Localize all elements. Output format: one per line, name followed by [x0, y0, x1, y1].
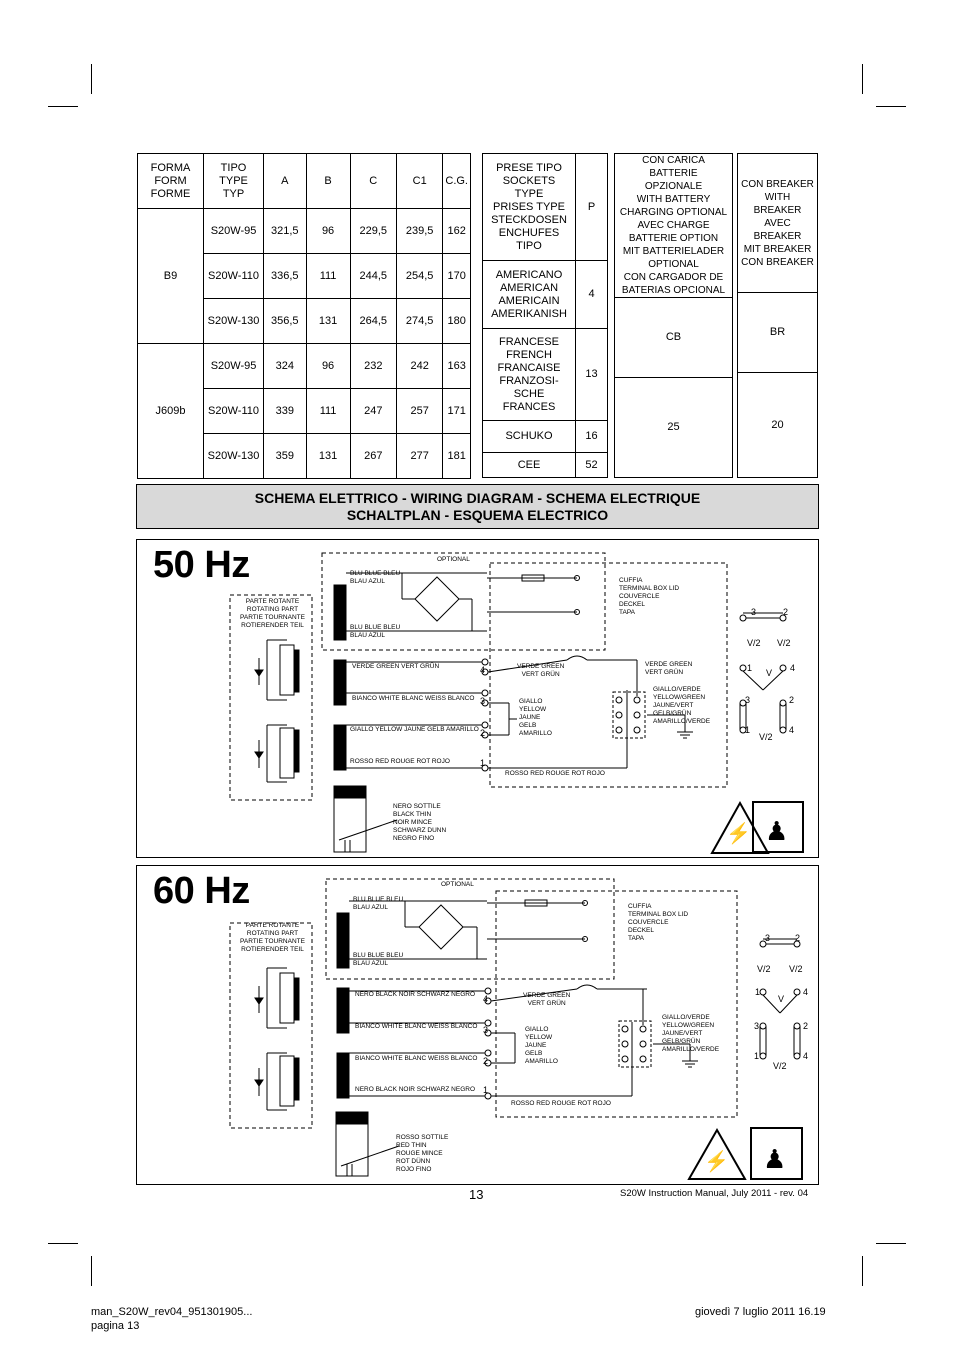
table-cell: 336,5	[264, 254, 307, 299]
terminal-label: V	[778, 994, 785, 1004]
yellow-wire-label: GIALLO YELLOW JAUNE GELB AMARILLO	[519, 698, 552, 737]
table-cell: 356,5	[264, 299, 307, 344]
terminal-label: V/2	[747, 638, 761, 648]
crop-mark	[862, 1256, 863, 1286]
socket-code: 16	[576, 421, 608, 453]
optional-label: OPTIONAL	[437, 556, 470, 563]
header-form: FORMA FORM FORME	[138, 154, 204, 209]
crop-mark	[876, 106, 906, 107]
header-a: A	[264, 154, 307, 209]
crop-mark	[48, 1243, 78, 1244]
table-cell: 274,5	[396, 299, 442, 344]
table-cell: 131	[306, 299, 350, 344]
diagram-60hz	[136, 865, 819, 1185]
table-cell: 321,5	[264, 209, 307, 254]
blue-wire-label: BLU BLUE BLEU BLAU AZUL	[350, 624, 401, 639]
terminal-label: 3	[751, 607, 757, 617]
red-wire-label: ROSSO RED ROUGE ROT ROJO	[505, 770, 605, 777]
table-cell: 162	[443, 209, 471, 254]
sockets-table	[482, 153, 608, 478]
wiring-diagram-banner	[136, 484, 819, 529]
header-cg: C.G.	[443, 154, 471, 209]
socket-type: AMERICANO AMERICAN AMERICAIN AMERIKANISH	[483, 261, 576, 329]
table-cell: 171	[443, 389, 471, 434]
cable-label: ROSSO SOTTILE RED THIN ROUGE MINCE ROT DÜNN ROJO FINO	[396, 1134, 449, 1173]
terminal-box-label: CUFFIA TERMINAL BOX LID COUVERCLE DECKEL TAPA	[619, 577, 680, 616]
table-cell: 229,5	[350, 209, 396, 254]
cable-label: NERO SOTTILE BLACK THIN NOIR MINCE SCHWARZ DUNN NEGRO FINO	[393, 803, 447, 842]
terminal-label: 2	[803, 1021, 809, 1031]
svg-text:⚡: ⚡	[726, 823, 751, 845]
table-cell: 359	[264, 434, 307, 479]
banner-line-1: SCHEMA ELETTRICO - WIRING DIAGRAM - SCHEMA ELECTRIQUE	[254, 490, 701, 506]
wire-label: BIANCO WHITE BLANC WEISS BLANCO	[355, 1023, 478, 1030]
table-cell: 232	[350, 344, 396, 389]
blue-wire-label: BLU BLUE BLEU BLAU AZUL	[353, 952, 404, 967]
rotating-part-label: PARTE ROTANTE ROTATING PART PARTIE TOURNANTE ROTIERENDER TEIL	[240, 922, 305, 953]
table-cell: 96	[306, 209, 350, 254]
page-number: 13	[469, 1187, 484, 1202]
table-cell: 131	[306, 434, 350, 479]
green-wire-label: VERDE GREEN VERT GRÜN	[517, 663, 565, 678]
terminal-label: 3	[754, 1021, 760, 1031]
battery-option-table	[614, 153, 733, 478]
diagram-title: 50 Hz	[153, 544, 250, 586]
terminal-label: V/2	[789, 964, 803, 974]
terminal-label: 2	[480, 728, 486, 738]
crop-mark	[91, 64, 92, 94]
terminal-label: 2	[789, 695, 795, 705]
terminal-label: 3	[480, 696, 486, 706]
table-cell: S20W-95	[204, 344, 264, 389]
dimensions-table	[137, 153, 471, 479]
terminal-label: 4	[803, 1051, 809, 1061]
svg-text:⚡: ⚡	[704, 1151, 729, 1173]
table-cell: 96	[306, 344, 350, 389]
wire-label: BIANCO WHITE BLANC WEISS BLANCO	[355, 1055, 478, 1062]
breaker-option-label: CON BREAKER WITH BREAKER AVEC BREAKER MIT BREAKER CON BREAKER	[738, 154, 818, 293]
yellow-wire-label: GIALLO YELLOW JAUNE GELB AMARILLO	[525, 1026, 558, 1065]
table-cell: 111	[306, 389, 350, 434]
table-cell: 254,5	[396, 254, 442, 299]
terminal-label: 1	[745, 725, 751, 735]
banner-line-2: SCHALTPLAN - ESQUEMA ELECTRICO	[346, 507, 609, 523]
table-cell: 257	[396, 389, 442, 434]
table-cell: 264,5	[350, 299, 396, 344]
terminal-label: 2	[483, 1056, 489, 1066]
terminal-label: 4	[483, 994, 489, 1004]
table-cell: 247	[350, 389, 396, 434]
breaker-option-table	[737, 153, 818, 478]
rotating-part-label: PARTE ROTANTE ROTATING PART PARTIE TOURNANTE ROTIERENDER TEIL	[240, 598, 305, 629]
blue-wire-label: BLU BLUE BLEU BLAU AZUL	[353, 896, 404, 911]
page-label: pagina 13	[91, 1320, 140, 1332]
socket-header-label: PRESE TIPO SOCKETS TYPE PRISES TYPE STECKDOSEN ENCHUFES TIPO	[483, 154, 576, 261]
form-cell: B9	[138, 209, 204, 344]
terminal-label: 1	[755, 987, 761, 997]
svg-text:♟: ♟	[765, 816, 789, 846]
yellow-green-label: GIALLO/VERDE YELLOW/GREEN JAUNE/VERT GELB/GRÜN AMARILLO/VERDE	[662, 1014, 720, 1053]
table-cell: S20W-110	[204, 254, 264, 299]
terminal-label: 4	[480, 665, 486, 675]
battery-option-value: 25	[615, 378, 733, 478]
wire-label: BIANCO WHITE BLANC WEISS BLANCO	[352, 695, 475, 702]
diagram-50hz	[136, 539, 819, 858]
table-cell: S20W-130	[204, 299, 264, 344]
terminal-label: V/2	[759, 732, 773, 742]
diagram-title: 60 Hz	[153, 870, 250, 912]
table-cell: S20W-110	[204, 389, 264, 434]
optional-label: OPTIONAL	[441, 881, 474, 888]
socket-code: 13	[576, 329, 608, 421]
crop-mark	[862, 64, 863, 94]
socket-type: SCHUKO	[483, 421, 576, 453]
table-cell: 242	[396, 344, 442, 389]
file-name: man_S20W_rev04_951301905...	[91, 1306, 253, 1318]
battery-option-code: CB	[615, 298, 733, 378]
green-wire-label: VERDE GREEN VERT GRÜN	[645, 661, 693, 676]
crop-mark	[91, 1256, 92, 1286]
terminal-label: 2	[795, 933, 801, 943]
yellow-green-label: GIALLO/VERDE YELLOW/GREEN JAUNE/VERT GELB/GRÜN AMARILLO/VERDE	[653, 686, 711, 725]
terminal-box-label: CUFFIA TERMINAL BOX LID COUVERCLE DECKEL TAPA	[628, 903, 689, 942]
table-cell: 339	[264, 389, 307, 434]
terminal-label: 3	[765, 933, 771, 943]
blue-wire-label: BLU BLUE BLEU BLAU AZUL	[350, 570, 401, 585]
crop-mark	[876, 1243, 906, 1244]
socket-code: 52	[576, 453, 608, 478]
table-cell: 244,5	[350, 254, 396, 299]
terminal-label: 4	[789, 725, 795, 735]
table-cell: 277	[396, 434, 442, 479]
wire-label: NERO BLACK NOIR SCHWARZ NEGRO	[355, 991, 476, 998]
terminal-label: 3	[483, 1025, 489, 1035]
crop-mark	[48, 106, 78, 107]
table-cell: 181	[443, 434, 471, 479]
socket-type: FRANCESE FRENCH FRANCAISE FRANZOSI- SCHE FRANCES	[483, 329, 576, 421]
wire-label: GIALLO YELLOW JAUNE GELB AMARILLO	[350, 726, 479, 733]
table-cell: 163	[443, 344, 471, 389]
svg-text:♟: ♟	[763, 1144, 787, 1174]
terminal-label: 1	[747, 663, 753, 673]
table-cell: 239,5	[396, 209, 442, 254]
print-date: giovedì 7 luglio 2011 16.19	[695, 1306, 826, 1318]
terminal-label: 1	[480, 758, 486, 768]
table-cell: 267	[350, 434, 396, 479]
battery-option-label: CON CARICA BATTERIE OPZIONALE WITH BATTERY CHARGING OPTIONAL AVEC CHARGE BATTERIE OPTION MIT BATTERIELADER OPTIONAL CON CARGADOR DE BATERIAS OPCIONAL	[615, 154, 733, 298]
table-cell: 170	[443, 254, 471, 299]
table-cell: S20W-95	[204, 209, 264, 254]
terminal-label: V/2	[773, 1061, 787, 1071]
header-b: B	[306, 154, 350, 209]
header-type: TIPO TYPE TYP	[204, 154, 264, 209]
terminal-label: 1	[483, 1085, 489, 1095]
header-c: C	[350, 154, 396, 209]
form-cell: J609b	[138, 344, 204, 479]
table-cell: 180	[443, 299, 471, 344]
terminal-label: V	[766, 668, 773, 678]
terminal-label: 1	[754, 1051, 760, 1061]
header-c1: C1	[396, 154, 442, 209]
table-cell: S20W-130	[204, 434, 264, 479]
wire-label: VERDE GREEN VERT GRÜN	[352, 663, 440, 670]
green-wire-label: VERDE GREEN VERT GRÜN	[523, 992, 571, 1007]
wire-label: ROSSO RED ROUGE ROT ROJO	[350, 758, 450, 765]
manual-title: S20W Instruction Manual, July 2011 - rev. 04	[620, 1188, 809, 1199]
breaker-option-code: BR	[738, 293, 818, 373]
table-cell: 111	[306, 254, 350, 299]
terminal-label: 2	[783, 607, 789, 617]
socket-code: 4	[576, 261, 608, 329]
table-cell: 324	[264, 344, 307, 389]
terminal-label: 4	[803, 987, 809, 997]
wiring-drawing-50hz	[137, 540, 817, 856]
socket-type: CEE	[483, 453, 576, 478]
wire-label: NERO BLACK NOIR SCHWARZ NEGRO	[355, 1086, 476, 1093]
terminal-label: V/2	[777, 638, 791, 648]
terminal-label: V/2	[757, 964, 771, 974]
terminal-label: 3	[745, 695, 751, 705]
socket-header-value: P	[576, 154, 608, 261]
breaker-option-value: 20	[738, 373, 818, 478]
terminal-label: 4	[790, 663, 796, 673]
red-wire-label: ROSSO RED ROUGE ROT ROJO	[511, 1100, 611, 1107]
